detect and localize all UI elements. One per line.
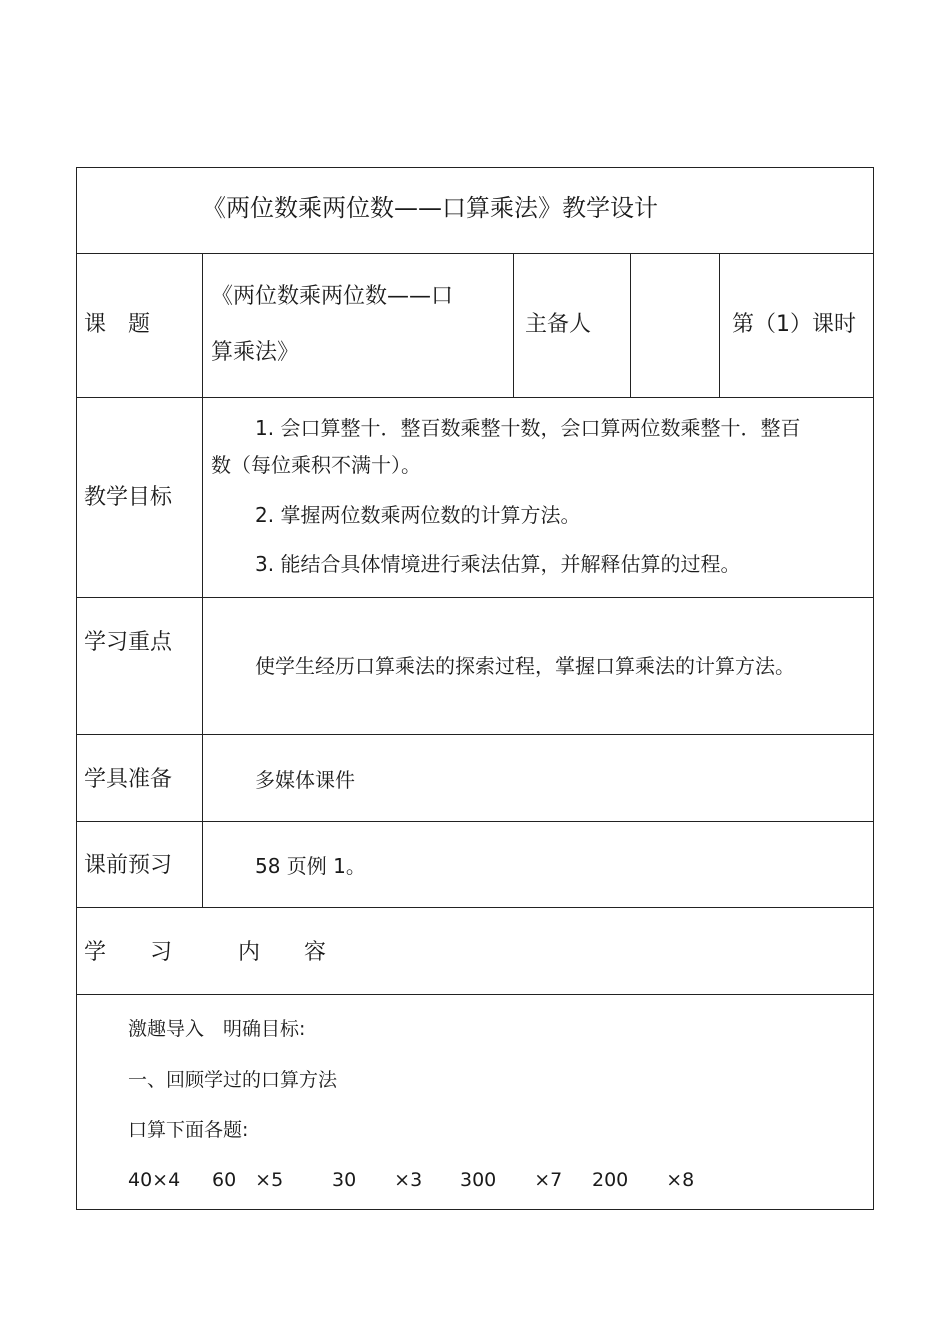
topic-label: 课 题 <box>84 312 151 337</box>
row-divider-objectives <box>76 597 874 598</box>
objective-3: 3. 能结合具体情境进行乘法估算，并解释估算的过程。 <box>255 552 741 576</box>
content-instruction: 口算下面各题: <box>128 1119 249 1141</box>
topic-value-line1: 《两位数乘两位数——口 <box>211 284 454 309</box>
exercise-1: 40×4 <box>128 1169 181 1191</box>
row-divider-keypoints <box>76 734 874 735</box>
key-points-label: 学习重点 <box>84 630 173 655</box>
objectives-label: 教学目标 <box>84 485 173 510</box>
objective-2: 2. 掌握两位数乘两位数的计算方法。 <box>255 503 581 527</box>
document-title: 《两位数乘两位数——口算乘法》教学设计 <box>202 194 658 222</box>
content-section-1: 一、回顾学过的口算方法 <box>128 1069 338 1091</box>
preparer-value-divider <box>719 253 720 397</box>
row-divider-materials <box>76 821 874 822</box>
objective-1-line1: 1. 会口算整十．整百数乘整十数，会口算两位数乘整十．整百 <box>255 416 801 440</box>
label-column-divider <box>202 253 203 907</box>
objective-1-line2: 数（每位乘积不满十）。 <box>211 453 421 477</box>
row-divider-preview <box>76 907 874 908</box>
content-header: 学 习 内 容 <box>84 940 327 965</box>
materials-label: 学具准备 <box>84 767 173 792</box>
preview-text: 58 页例 1。 <box>255 854 366 878</box>
lesson-number: 第（1）课时 <box>732 312 856 337</box>
exercise-2: 60 ×5 <box>212 1169 284 1191</box>
row-divider-topic <box>76 397 874 398</box>
row-divider-content-header <box>76 994 874 995</box>
exercise-5: 200 ×8 <box>592 1169 695 1191</box>
content-intro: 激趣导入 明确目标: <box>128 1018 306 1040</box>
preview-label: 课前预习 <box>84 853 173 878</box>
preparer-label-divider <box>630 253 631 397</box>
preparer-label: 主备人 <box>525 312 592 337</box>
topic-value-line2: 算乘法》 <box>211 340 300 365</box>
row-divider-title <box>76 253 874 254</box>
topic-column-divider <box>513 253 514 397</box>
exercise-4: 300 ×7 <box>460 1169 563 1191</box>
materials-text: 多媒体课件 <box>255 768 355 792</box>
key-points-text: 使学生经历口算乘法的探索过程，掌握口算乘法的计算方法。 <box>255 654 795 678</box>
exercise-3: 30 ×3 <box>332 1169 423 1191</box>
